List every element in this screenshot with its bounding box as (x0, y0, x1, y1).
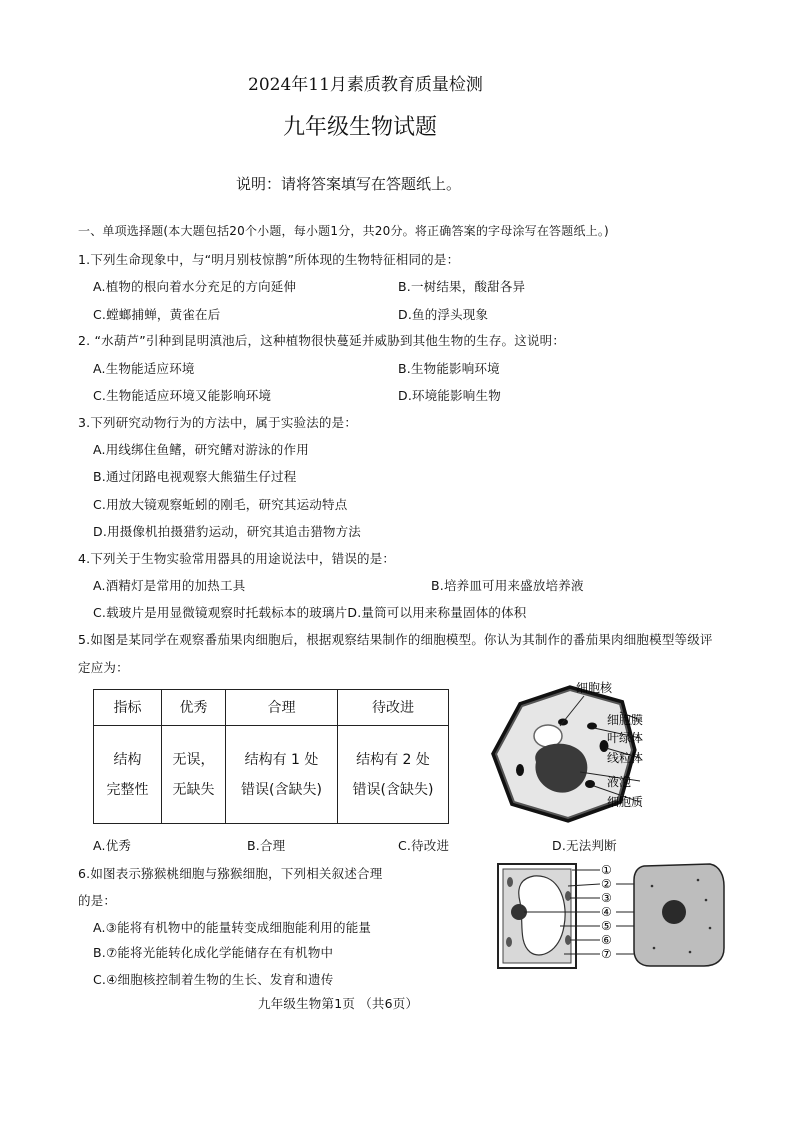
plant-cell-model-diagram (470, 678, 680, 828)
q5-stem-line2: 定应为： (78, 660, 129, 675)
section-heading: 一、单项选择题(本大题包括20个小题，每小题1分，共20分。将正确答案的字母涂写在答题纸上。) (78, 224, 609, 238)
improve-line2: 错误(含缺失) (352, 781, 434, 798)
label-5: ⑤ (601, 919, 612, 933)
q2-stem: 2. “水葫芦”引种到昆明滇池后，这种植物很快蔓延并威胁到其他生物的生存。这说明： (78, 333, 566, 348)
label-cytoplasm: 细胞质 (607, 795, 644, 809)
q1-option-a: A.植物的根向着水分充足的方向延伸 (93, 279, 297, 294)
animal-nucleus-shape (662, 900, 686, 924)
q6-option-a: A.③能将有机物中的能量转变成细胞能利用的能量 (93, 920, 372, 935)
reasonable-line1: 结构有 1 处 (244, 751, 319, 768)
table-header-improve: 待改进 (338, 690, 449, 726)
kiwi-and-monkey-cell-diagram (484, 856, 734, 976)
q5-stem-line1: 5.如图是某同学在观察番茄果肉细胞后，根据观察结果制作的细胞模型。你认为其制作的番茄果肉细胞模型等级评 (78, 632, 713, 647)
q6-stem-line1: 6.如图表示猕猴桃细胞与猕猴细胞，下列相关叙述合理 (78, 866, 383, 881)
label-nucleus: 细胞核 (576, 681, 613, 695)
q1-option-d: D.鱼的浮头现象 (398, 307, 489, 322)
chloroplast-shape (507, 877, 513, 887)
q2-option-d: D.环境能影响生物 (398, 388, 501, 403)
q1-option-c: C.螳螂捕蝉，黄雀在后 (93, 307, 221, 322)
q3-option-d: D.用摄像机拍摄猎豹运动，研究其追击猎物方法 (93, 524, 361, 539)
q6-stem-line2: 的是： (78, 893, 117, 908)
table-header-reasonable: 合理 (226, 690, 338, 726)
q4-stem: 4.下列关于生物实验常用器具的用途说法中，错误的是： (78, 551, 396, 566)
improve-line1: 结构有 2 处 (356, 751, 430, 768)
exam-title: 2024年11月素质教育质量检测 (248, 75, 483, 95)
chloroplast-shape (516, 764, 524, 776)
label-6: ⑥ (601, 933, 612, 947)
row-label-line1: 结构 (113, 751, 142, 768)
table-header-excellent: 优秀 (162, 690, 226, 726)
q5-option-c: C.待改进 (398, 838, 450, 853)
q2-option-c: C.生物能适应环境又能影响环境 (93, 388, 272, 403)
label-mitochondria: 线粒体 (607, 751, 644, 765)
row-label-line2: 完整性 (106, 781, 149, 798)
q2-option-a: A.生物能适应环境 (93, 361, 195, 376)
q1-option-b: B.一树结果，酸甜各异 (398, 279, 526, 294)
label-2: ② (601, 877, 612, 891)
q5-option-d: D.无法判断 (552, 838, 617, 853)
label-chloroplast: 叶绿体 (607, 731, 644, 745)
label-3: ③ (601, 891, 612, 905)
q3-option-a: A.用线绑住鱼鳍，研究鳍对游泳的作用 (93, 442, 309, 457)
q3-option-c: C.用放大镜观察蚯蚓的刚毛，研究其运动特点 (93, 497, 348, 512)
q5-option-a: A.优秀 (93, 838, 132, 853)
chloroplast-shape (565, 891, 571, 901)
table-cell-excellent (162, 726, 226, 824)
q6-option-c: C.④细胞核控制着生物的生长、发育和遗传 (93, 972, 334, 987)
grading-table (93, 689, 449, 824)
excellent-line1: 无误， (172, 751, 215, 768)
q1-stem: 1.下列生命现象中，与“明月别枝惊鹊”所体现的生物特征相同的是： (78, 252, 460, 267)
q3-option-b: B.通过闭路电视观察大熊猫生仔过程 (93, 469, 297, 484)
q4-option-b: B.培养皿可用来盛放培养液 (431, 578, 584, 593)
reasonable-line2: 错误(含缺失) (241, 781, 322, 798)
table-cell-improve (338, 726, 449, 824)
instruction: 说明：请将答案填写在答题纸上。 (236, 175, 462, 193)
page-footer: 九年级生物第1页 （共6页） (258, 996, 419, 1011)
chloroplast-shape (506, 937, 512, 947)
label-1: ① (601, 863, 612, 877)
q5-option-b: B.合理 (247, 838, 286, 853)
q6-option-b: B.⑦能将光能转化成化学能储存在有机物中 (93, 945, 334, 960)
label-cell-membrane: 细胞膜 (607, 713, 644, 727)
excellent-line2: 无缺失 (172, 781, 215, 798)
table-row-label (94, 726, 162, 824)
q3-stem: 3.下列研究动物行为的方法中，属于实验法的是： (78, 415, 358, 430)
subject-title: 九年级生物试题 (283, 115, 438, 140)
table-header-indicator: 指标 (94, 690, 162, 726)
label-7: ⑦ (601, 947, 612, 961)
q4-option-cd: C.载玻片是用显微镜观察时托载标本的玻璃片D.量筒可以用来称量固体的体积 (93, 605, 527, 620)
q4-option-a: A.酒精灯是常用的加热工具 (93, 578, 246, 593)
table-cell-reasonable (226, 726, 338, 824)
label-vacuole: 液泡 (607, 775, 632, 789)
label-4: ④ (601, 905, 612, 919)
chloroplast-shape (585, 780, 595, 788)
q2-option-b: B.生物能影响环境 (398, 361, 500, 376)
